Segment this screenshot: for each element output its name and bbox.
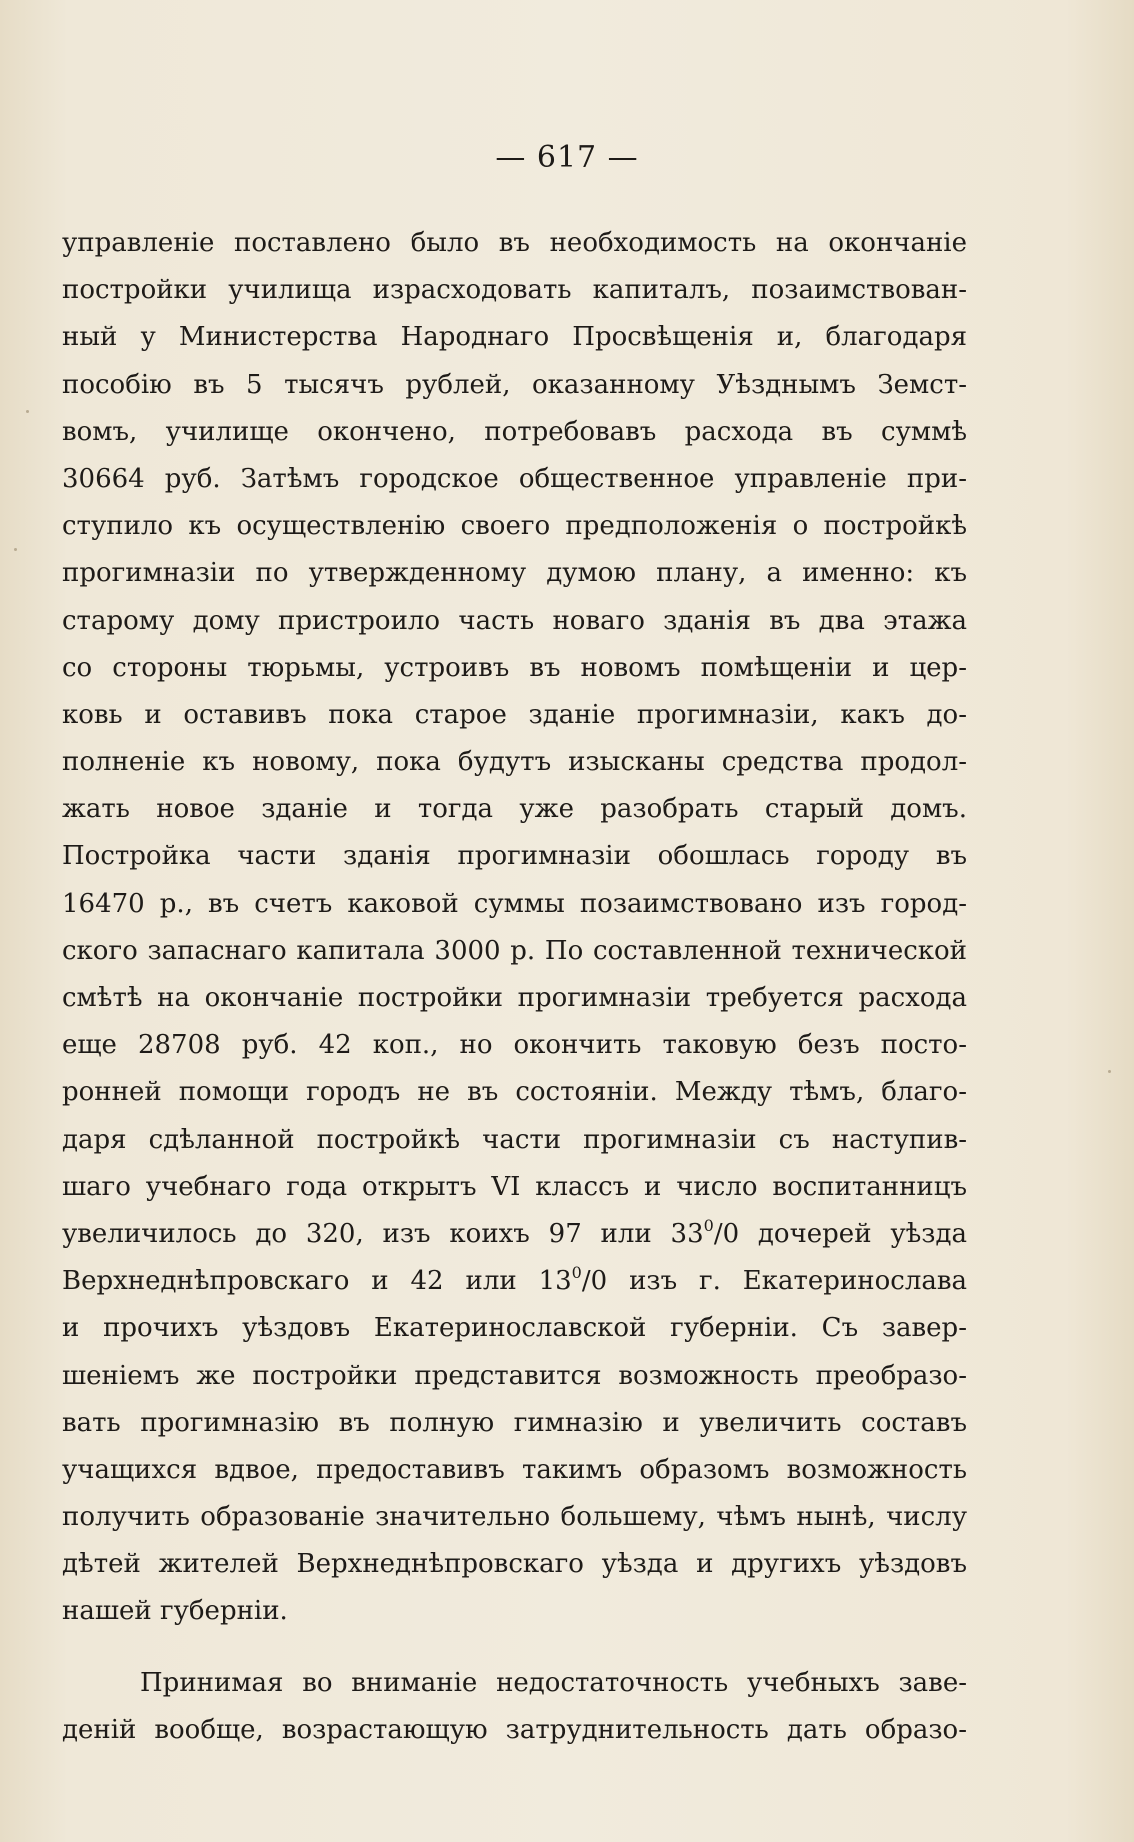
text-line: прогимназіи по утвержденному думою плану, а именно: къ bbox=[62, 558, 967, 589]
text-line: вать прогимназію въ полную гимназію и увеличить составъ bbox=[62, 1407, 967, 1438]
text-line: полненіе къ новому, пока будутъ изысканы средства продол- bbox=[62, 747, 967, 778]
page-number: — 617 — bbox=[495, 140, 639, 175]
text-segment: Верхнеднѣпровскаго и 42 или 13 bbox=[62, 1266, 572, 1297]
text-line: дѣтей жителей Верхнеднѣпровскаго уѣзда и другихъ уѣздовъ bbox=[62, 1549, 967, 1580]
text-line: нашей губерніи. bbox=[62, 1596, 288, 1627]
text-line: шеніемъ же постройки представится возможность преобразо- bbox=[62, 1360, 967, 1391]
text-line: жать новое зданіе и тогда уже разобрать старый домъ. bbox=[62, 794, 967, 825]
text-line: 16470 р., въ счетъ каковой суммы позаимствовано изъ город- bbox=[62, 888, 967, 919]
text-segment: увеличилось до 320, изъ коихъ 97 или 33 bbox=[62, 1218, 704, 1249]
text-line: ный у Министерства Народнаго Просвѣщенія и, благодаря bbox=[62, 322, 967, 353]
text-segment: /0 дочерей уѣзда bbox=[713, 1218, 967, 1249]
percent-superscript: 0 bbox=[571, 1263, 582, 1283]
text-line: Постройка части зданія прогимназіи обошлась городу въ bbox=[62, 841, 967, 872]
paper-speck bbox=[1108, 1070, 1111, 1073]
text-line: ступило къ осуществленію своего предположенія о постройкѣ bbox=[62, 511, 967, 542]
paragraph-gap bbox=[62, 1636, 967, 1660]
text-line: управленіе поставлено было въ необходимость на окончаніе bbox=[62, 228, 967, 258]
body-text bbox=[62, 220, 967, 1754]
text-line: и прочихъ уѣздовъ Екатеринославской губерніи. Съ завер- bbox=[62, 1313, 967, 1344]
text-line: учащихся вдвое, предоставивъ такимъ образомъ возможность bbox=[62, 1454, 967, 1485]
text-line: постройки училища израсходовать капиталъ, позаимствован- bbox=[62, 275, 967, 306]
percent-superscript: 0 bbox=[703, 1215, 714, 1235]
text-line: пособію въ 5 тысячъ рублей, оказанному Уѣзднымъ Земст- bbox=[62, 369, 967, 400]
text-line: шаго учебнаго года открытъ VI классъ и число воспитанницъ bbox=[62, 1171, 967, 1202]
text-line: вомъ, училище окончено, потребовавъ расхода въ суммѣ bbox=[62, 416, 967, 447]
text-line: 30664 руб. Затѣмъ городское общественное управленіе при- bbox=[62, 463, 967, 494]
text-line: старому дому пристроило часть новаго зданія въ два этажа bbox=[62, 605, 967, 636]
text-line: смѣтѣ на окончаніе постройки прогимназіи требуется расхода bbox=[62, 983, 967, 1013]
text-line: получить образованіе значительно большему, чѣмъ нынѣ, числу bbox=[62, 1502, 967, 1533]
text-line: деній вообще, возрастающую затруднительность дать образо- bbox=[62, 1714, 967, 1745]
paper-speck bbox=[14, 548, 17, 551]
text-line: ронней помощи городъ не въ состояніи. Между тѣмъ, благо- bbox=[62, 1077, 967, 1108]
text-line-with-percent bbox=[62, 1211, 967, 1258]
paper-speck bbox=[26, 410, 29, 413]
text-line: еще 28708 руб. 42 коп., но окончить таковую безъ посто- bbox=[62, 1030, 967, 1061]
text-line: ского запаснаго капитала 3000 р. По составленной технической bbox=[62, 935, 967, 966]
text-line: ковь и оставивъ пока старое зданіе прогимназіи, какъ до- bbox=[62, 699, 967, 730]
text-line: со стороны тюрьмы, устроивъ въ новомъ помѣщеніи и цер- bbox=[62, 652, 967, 683]
text-line: даря сдѣланной постройкѣ части прогимназіи съ наступив- bbox=[62, 1124, 967, 1155]
text-line: Принимая во вниманіе недостаточность учебныхъ заве- bbox=[140, 1667, 967, 1698]
text-line-with-percent bbox=[62, 1258, 967, 1305]
text-segment: /0 изъ г. Екатеринослава bbox=[581, 1266, 967, 1297]
